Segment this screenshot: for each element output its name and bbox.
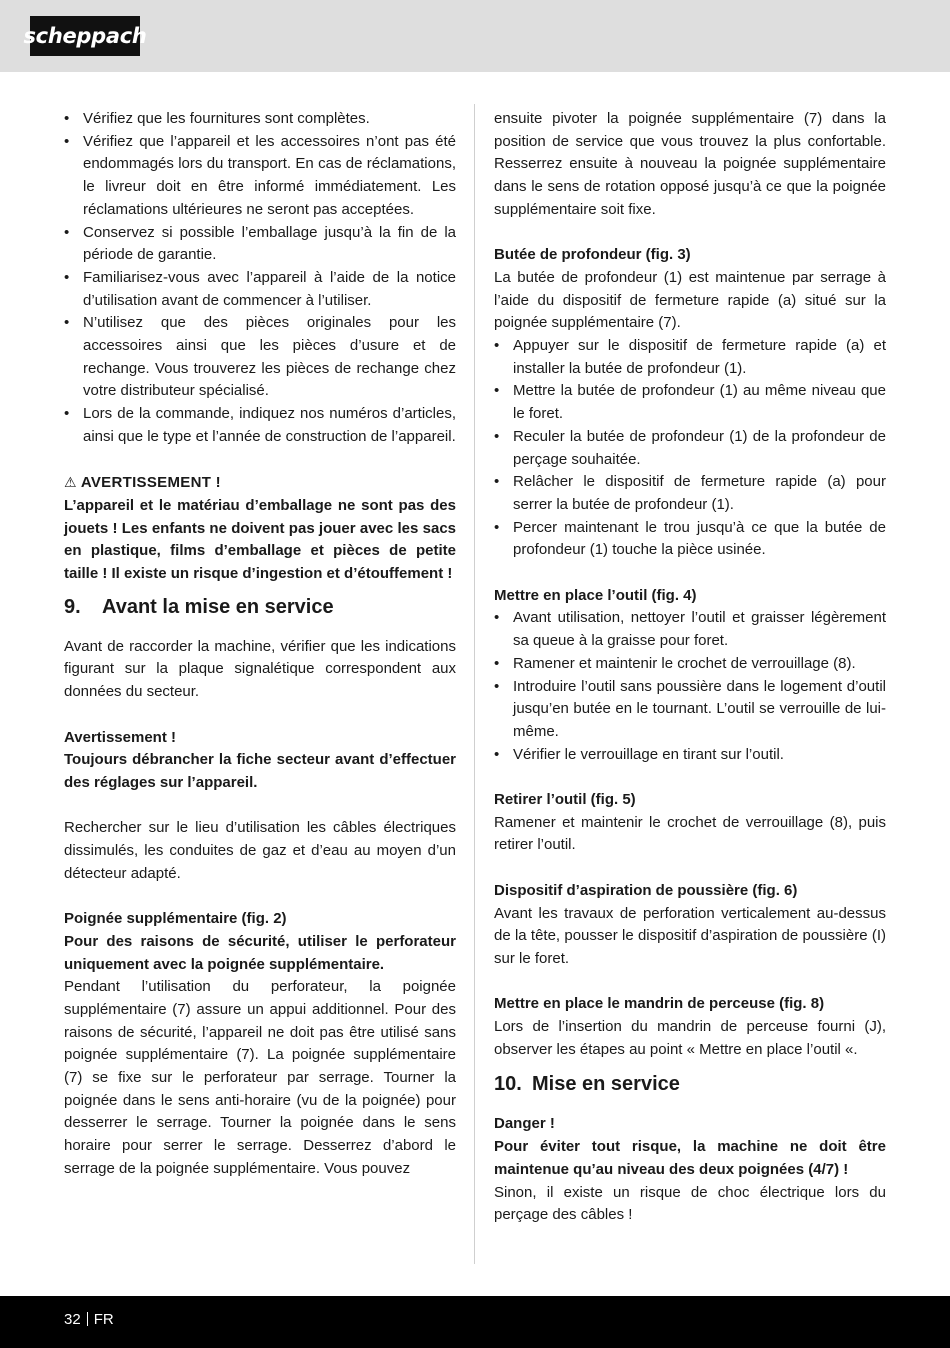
list-item: • Avant utilisation, nettoyer l’outil et graisser légèrement sa queue à la graisse pour foret. [494, 607, 886, 652]
butee-heading: Butée de profondeur (fig. 3) [494, 246, 691, 264]
list-item: • Conservez si possible l’emballage jusqu’à la fin de la période de garantie. [64, 222, 456, 267]
poignee-heading: Poignée supplémentaire (fig. 2) [64, 910, 287, 928]
retirer-heading: Retirer l’outil (fig. 5) [494, 791, 636, 809]
list-item: • Vérifiez que l’appareil et les accessoires n’ont pas été endommagés lors du transport. En cas de réclamations, le livreur doit en être informé immédiatement. Les réclamations ultérieures ne seront pas acceptées. [64, 131, 456, 222]
retirer-paragraph: Ramener et maintenir le crochet de verrouillage (8), puis retirer l’outil. [494, 813, 886, 854]
list-item: • N’utilisez que des pièces originales pour les accessoires ainsi que les pièces d’usure et de rechange. Vous trouverez les pièces de rechange chez votre distributeur spécialisé. [64, 312, 456, 403]
list-item: • Vérifier le verrouillage en tirant sur l’outil. [494, 744, 886, 767]
section-number: 10. [494, 1073, 522, 1096]
section-title: Mise en service [532, 1073, 680, 1096]
avertissement-text: Toujours débrancher la fiche secteur avant d’effectuer des réglages sur l’appareil. [64, 751, 456, 791]
danger-paragraph: Sinon, il existe un risque de choc électrique lors du perçage des câbles ! [494, 1183, 886, 1224]
right-column [494, 108, 886, 1227]
footer-band [0, 1296, 950, 1348]
list-item: • Familiarisez-vous avec l’appareil à l’aide de la notice d’utilisation avant de commencer à l’utiliser. [64, 267, 456, 312]
outil-heading: Mettre en place l’outil (fig. 4) [494, 586, 697, 604]
poignee-paragraph: Pendant l’utilisation du perforateur, la poignée supplémentaire (7) assure un appui additionnel. Pour des raisons de sécurité, l’appareil ne doit pas être utilisé sans poignée supplémentaire (7). La poignée supplémentaire (7) se fixe sur le perforateur par serrage. Tourner la poignée dans le sens anti-horaire (vu de la poignée) pour desserrer le serrage. Tourner la poignée dans le sens horaire pour serrer le serrage. Desserrez d’abord le serrage de la poignée supplémentaire. Vous pouvez [64, 978, 456, 1177]
outil-steps [494, 607, 886, 766]
section-title: Avant la mise en service [102, 595, 334, 618]
poignee-safety-note: Pour des raisons de sécurité, utiliser le perforateur uniquement avec la poignée supplémentaire. [64, 932, 456, 973]
unpacking-checklist [64, 108, 456, 449]
danger-warning: Pour éviter tout risque, la machine ne doit être maintenue qu’au niveau des deux poignées (4/7) ! [494, 1138, 886, 1178]
section-9-heading [64, 594, 456, 620]
list-item: • Ramener et maintenir le crochet de verrouillage (8). [494, 653, 886, 676]
list-item: • Lors de la commande, indiquez nos numéros d’articles, ainsi que le type et l’année de construction de l’appareil. [64, 403, 456, 448]
warning-triangle-icon: ⚠ [64, 474, 77, 491]
butee-steps [494, 335, 886, 562]
aspiration-paragraph: Avant les travaux de perforation verticalement au-dessus de la tête, pousser le dispositif d’aspiration de poussière (I) sur le foret. [494, 904, 886, 967]
intro-paragraph: Avant de raccorder la machine, vérifier que les indications figurant sur la plaque signalétique correspondent aux données du secteur. [64, 637, 456, 701]
section-number: 9. [64, 595, 81, 618]
page-number: 32 [64, 1311, 81, 1328]
column-divider [474, 104, 475, 1264]
section-10-heading [494, 1071, 886, 1097]
footer-separator [87, 1312, 88, 1326]
language-code: FR [93, 1311, 114, 1328]
page-footer [64, 1310, 114, 1330]
aspiration-heading: Dispositif d’aspiration de poussière (fig. 6) [494, 881, 798, 899]
poignee-continuation: ensuite pivoter la poignée supplémentaire (7) dans la position de service que vous trouvez la plus confortable. Resserrez ensuite à nouveau la poignée supplémentaire dans le sens de rotation opposé jusqu’à ce que la poignée supplémentaire soit fixe. [494, 110, 886, 218]
mandrin-paragraph: Lors de l’insertion du mandrin de perceuse fourni (J), observer les étapes au point « Mettre en place l’outil «. [494, 1018, 886, 1058]
warning-heading [64, 471, 456, 495]
brand-logo: scheppach [30, 16, 140, 56]
list-item: • Introduire l’outil sans poussière dans le logement d’outil jusqu’en butée en le tournant. L’outil se verrouille de lui-même. [494, 676, 886, 744]
warning-text: L’appareil et le matériau d’emballage ne sont pas des jouets ! Les enfants ne doivent pas jouer avec les sacs en plastique, films d’emballage et pièces de petite taille ! Il existe un risque d’ingestion et d’étouffement ! [64, 496, 456, 583]
avertissement-title: Avertissement ! [64, 728, 176, 746]
list-item: • Relâcher le dispositif de fermeture rapide (a) pour serrer la butée de profondeur (1). [494, 471, 886, 516]
list-item: • Vérifiez que les fournitures sont complètes. [64, 108, 456, 131]
list-item: • Appuyer sur le dispositif de fermeture rapide (a) et installer la butée de profondeur (1). [494, 335, 886, 380]
list-item: • Reculer la butée de profondeur (1) de la profondeur de perçage souhaitée. [494, 426, 886, 471]
butee-paragraph: La butée de profondeur (1) est maintenue par serrage à l’aide du dispositif de fermeture rapide (a) situé sur la poignée supplémentaire (7). [494, 268, 886, 332]
danger-title: Danger ! [494, 1115, 555, 1133]
cables-paragraph: Rechercher sur le lieu d’utilisation les câbles électriques dissimulés, les conduites de gaz et d’eau au moyen d’un détecteur adapté. [64, 819, 456, 882]
warning-title: AVERTISSEMENT ! [80, 474, 221, 492]
left-column [64, 108, 456, 1181]
mandrin-heading: Mettre en place le mandrin de perceuse (fig. 8) [494, 995, 825, 1013]
list-item: • Percer maintenant le trou jusqu’à ce que la butée de profondeur (1) touche la pièce usinée. [494, 517, 886, 562]
header-band [0, 0, 950, 72]
list-item: • Mettre la butée de profondeur (1) au même niveau que le foret. [494, 380, 886, 425]
